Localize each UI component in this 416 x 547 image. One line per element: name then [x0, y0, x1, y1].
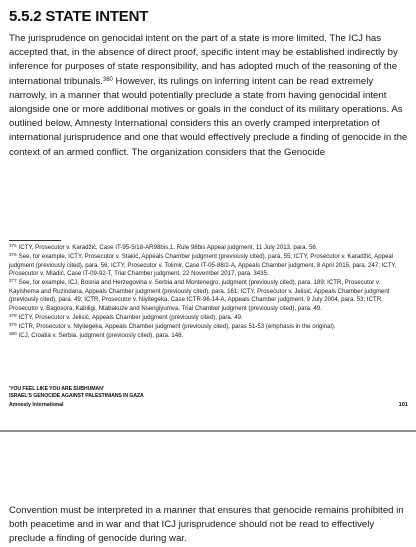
footnote-reference[interactable]: 380	[102, 76, 113, 83]
footnote-375	[9, 244, 407, 253]
section-heading: 5.5.2 STATE INTENT	[9, 8, 149, 25]
footnote-divider	[9, 240, 61, 241]
footnote-380	[9, 332, 407, 341]
footnote-text: See, for example, ICJ, Bosnia and Herzegovina v. Serbia and Montenegro, judgment (previously cited), para. 189; ICTR, Prosecutor v. Kayishema and Ruzindana, Appeals Chamber judgment (previously cited), para. 161; ICTY, Prosecutor v. Jelisić, Appeals Chamber judgment (previously cited), para. 49; ICTR, Prosecutor v. Niyitegeka, Case ICTR-96-14-A, Appeals Chamber judgment, 9 July 2004, para. 53; ICTR, Prosecutor v. Bagosora, Kabiligi, Ntabakuze and Nsengiyumva, Trial Chamber judgment (previously cited), para. 49.	[9, 279, 390, 312]
page-number: 101	[398, 402, 408, 408]
footnote-number: 377	[9, 278, 17, 283]
footnote-text: ICTY, Prosecutor v. Karadžić, Case IT-95-5/18-AR98bis.1, Rule 98bis Appeal judgment, 11 July 2013, para. 56.	[18, 244, 318, 251]
footnote-text: ICJ, Croatia v. Serbia, judgment (previously cited), para. 148.	[18, 331, 184, 339]
footnote-376	[9, 253, 407, 279]
report-title-line1: 'YOU FEEL LIKE YOU ARE SUBHUMAN'	[9, 386, 104, 392]
footnotes-list	[9, 244, 407, 341]
footnote-text: ICTR, Prosecutor v. Niyitegeka, Appeals Chamber judgment (previously cited), paras 51-53 (emphasis in the original).	[18, 322, 336, 330]
body-text-part1: The jurisprudence on genocidal intent on the part of a state is more limited. The ICJ has accepted that, in the absence of direct proof, specific intent may be established indirectly by inference for purposes of state responsibility, and has adopted much of the reasoning of the international tribunals.	[9, 33, 398, 87]
report-title-line2: ISRAEL'S GENOCIDE AGAINST PALESTINIANS IN GAZA	[9, 393, 144, 399]
footnote-number: 380	[9, 330, 17, 336]
body-paragraph	[9, 32, 409, 160]
footnote-377	[9, 279, 407, 313]
report-organization: Amnesty International	[9, 402, 64, 408]
report-title	[9, 386, 144, 400]
body-text-part2: However, its rulings on inferring intent can be read extremely narrowly, in a manner that would potentially preclude a state from having genocidal intent alongside one or more additional motives or goals in the conduct of its military operations. As outlined below, Amnesty International considers this an overly cramped interpretation of international jurisprudence and one that would effectively preclude a finding of genocide in the context of an armed conflict. The organization considers that the Genocide	[9, 75, 408, 158]
body-paragraph-continued: Convention must be interpreted in a manner that ensures that genocide remains prohibited in both peacetime and in war and that ICJ jurisprudence should not be read to effectively preclude a finding of genocide during war.	[9, 505, 404, 545]
footnote-text: See, for example, ICTY, Prosecutor v. Stakić, Appeals Chamber judgment (previously cited), para. 55; ICTY, Prosecutor v. Karadžić, Appeal judgment (previously cited), para. 56; ICTY, Prosecutor v. Tolimir, Case IT-05-88/2-A, Appeals Chamber judgment, 8 April 2015, para. 247; ICTY, Prosecutor v. Mladić, Case IT-09-92-T, Trial Chamber judgment, 22 November 2017, para. 3435.	[9, 253, 397, 277]
footnote-378	[9, 314, 407, 323]
footnote-number: 379	[9, 321, 17, 327]
footnote-379	[9, 323, 407, 332]
footnote-text: ICTY, Prosecutor v. Jelisić, Appeals Chamber judgment (previously cited), para. 49.	[18, 313, 243, 321]
footnote-number: 376	[9, 252, 17, 257]
footnote-number: 375	[9, 243, 17, 248]
footnote-number: 378	[9, 312, 17, 318]
document-page-102	[0, 432, 416, 546]
